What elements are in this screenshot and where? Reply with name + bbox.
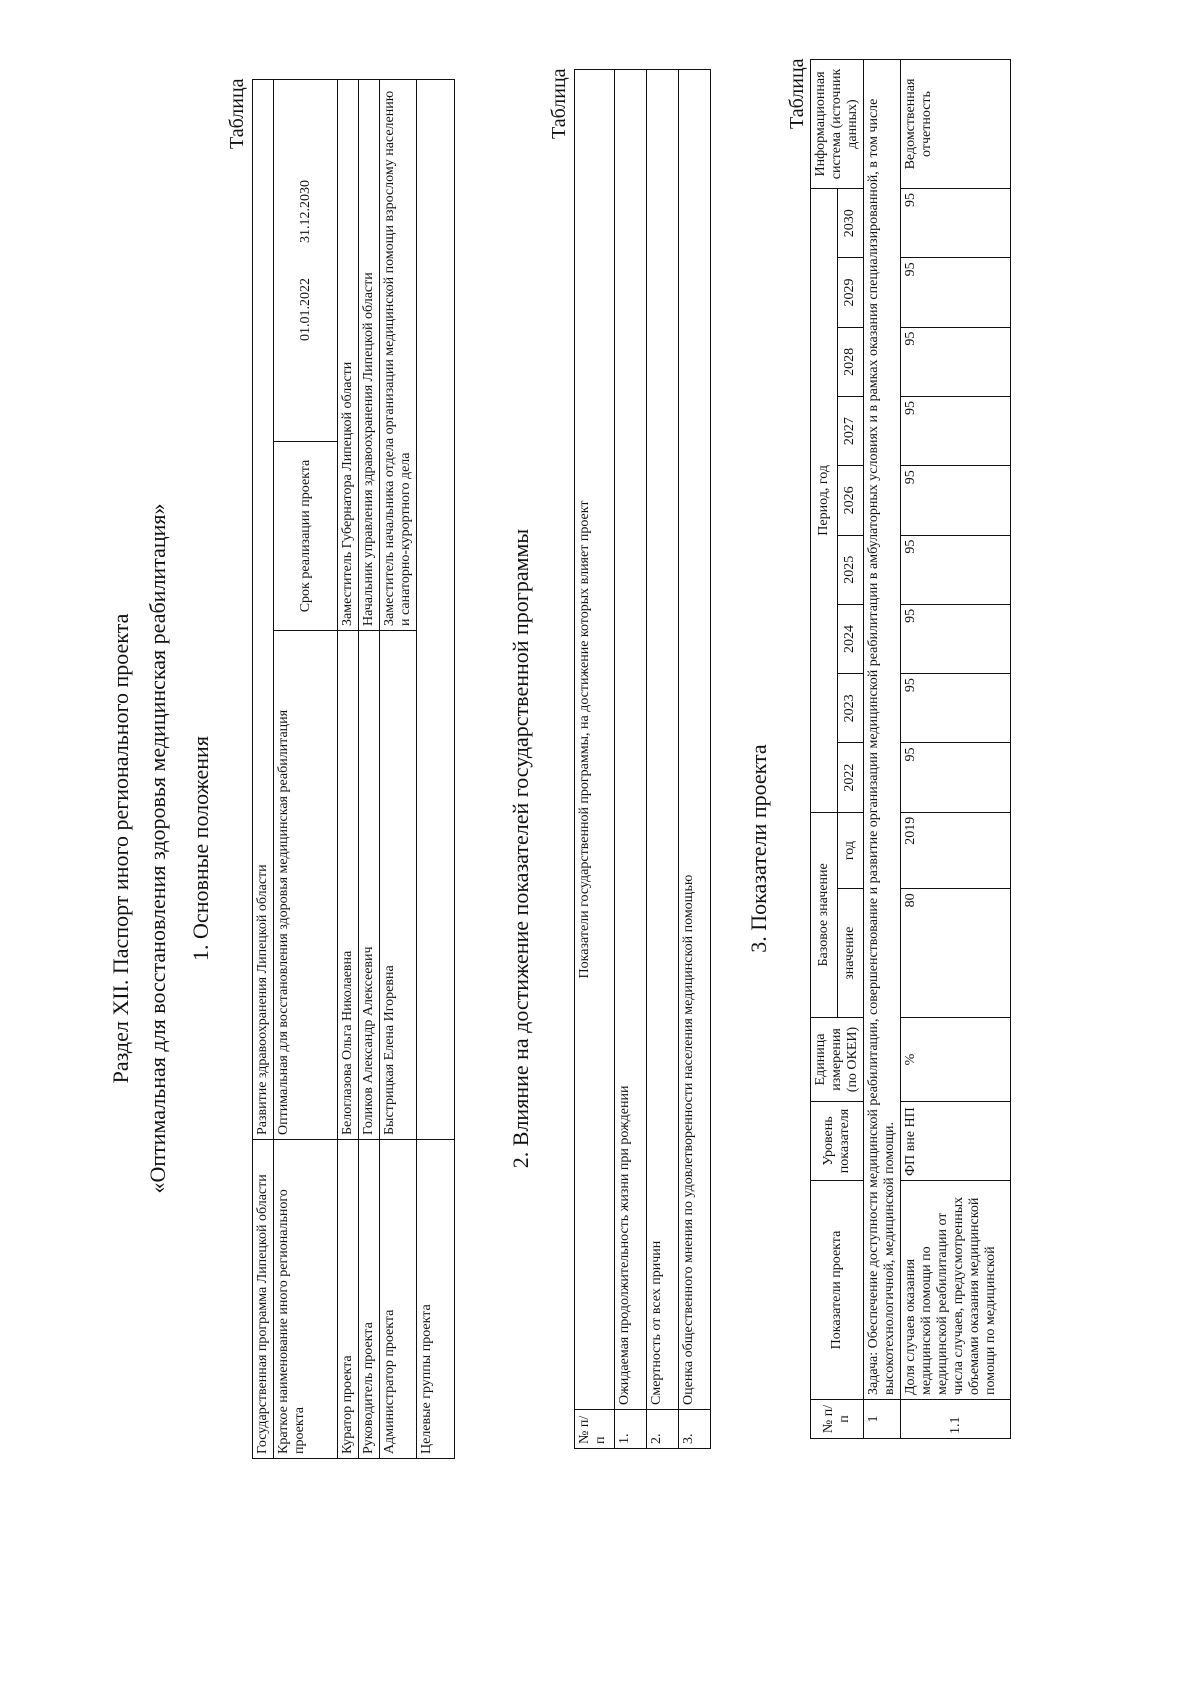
table-row [417, 80, 455, 1459]
row-value: 95 [901, 396, 1011, 465]
row-base-value: 80 [901, 889, 1011, 1018]
block3-heading: 3. Показатели проекта [746, 744, 771, 953]
row-text: Оценка общественного мнения по удовлетворенности населения медицинской помощью [679, 70, 711, 1410]
hdr-year: 2022 [837, 743, 864, 812]
hdr-year: 2028 [837, 327, 864, 396]
hdr-year: 2024 [837, 604, 864, 673]
target-groups-value [417, 80, 455, 1140]
row-value: 95 [901, 743, 1011, 812]
row-value: 95 [901, 604, 1011, 673]
section-title: Раздел XII. Паспорт иного регионального проекта [108, 613, 133, 1084]
hdr-source: Информационная система (источник данных) [811, 60, 864, 189]
head-label: Руководитель проекта [359, 1140, 380, 1459]
table-row [274, 80, 338, 1459]
project-indicators-table [810, 59, 1011, 1439]
block1-table-label: Таблица [226, 78, 248, 149]
hdr-year: 2029 [837, 258, 864, 327]
curator-position: Заместитель Губернатора Липецкой области [338, 80, 359, 631]
row-value: 95 [901, 189, 1011, 258]
row-num: 3. [679, 1410, 711, 1449]
hdr-base-value: значение [837, 889, 864, 1018]
admin-label: Администратор проекта [380, 1140, 417, 1459]
row-unit: % [901, 1018, 1011, 1102]
row-value: 95 [901, 466, 1011, 535]
admin-name: Быстрицкая Елена Игоревна [380, 631, 417, 1140]
head-position: Начальник управления здравоохранения Липецкой области [359, 80, 380, 631]
hdr-unit: Единица измерения (по ОКЕИ) [811, 1018, 864, 1102]
target-groups-label: Целевые группы проекта [417, 1140, 455, 1459]
row-value: 95 [901, 674, 1011, 743]
gov-program-value: Развитие здравоохранения Липецкой области [253, 80, 274, 1140]
curator-name: Белоглазова Ольга Николаевна [338, 631, 359, 1140]
table-row [359, 80, 380, 1459]
head-name: Голиков Александр Алексеевич [359, 631, 380, 1140]
term-start: 01.01.2022 [297, 278, 313, 341]
row-indicator: Доля случаев оказания медицинской помощи по медицинской реабилитации от числа случаев, предусмотренных объемами оказания медицинской помощи по медицинской [901, 1181, 1011, 1400]
hdr-level: Уровень показателя [811, 1102, 864, 1181]
row-text: Ожидаемая продолжительность жизни при рождении [615, 70, 647, 1410]
short-name-label: Краткое наименование иного регионального проекта [274, 1140, 338, 1459]
col-indicator-header: Показатели государственной программы, на достижение которых влияет проект [575, 70, 615, 1410]
term-end: 31.12.2030 [297, 180, 313, 243]
admin-position: Заместитель начальника отдела организации медицинской помощи взрослому населению и санаторно-курортного дела [380, 80, 417, 631]
table-row [338, 80, 359, 1459]
row-source: Ведомственная отчетность [901, 60, 1011, 189]
table-row [647, 70, 679, 1449]
row-base-year: 2019 [901, 812, 1011, 889]
table-row [679, 70, 711, 1449]
gov-program-label: Государственная программа Липецкой области [253, 1140, 274, 1459]
block1-heading: 1. Основные положения [188, 736, 213, 961]
table-row [380, 80, 417, 1459]
row-value: 95 [901, 327, 1011, 396]
term-dates [274, 80, 338, 442]
row-value: 95 [901, 535, 1011, 604]
hdr-year: 2027 [837, 396, 864, 465]
row-value: 95 [901, 258, 1011, 327]
block3-table-label: Таблица [786, 58, 808, 129]
row-level: ФП вне НП [901, 1102, 1011, 1181]
basic-provisions-table [252, 79, 455, 1459]
hdr-base: Базовое значение [811, 812, 838, 1017]
section-subtitle: «Оптимальная для восстановления здоровья медицинская реабилитация» [145, 503, 170, 1194]
block2-heading: 2. Влияние на достижение показателей государственной программы [508, 528, 533, 1169]
hdr-base-year: год [837, 812, 864, 889]
table-header-row [575, 70, 615, 1449]
task-text: Задача: Обеспечение доступности медицинской реабилитации, совершенствование и развитие организации медицинской реабилитации в амбулаторных условиях и в рамках оказания специализированной, в том числе высокотехнологичной, медицинской помощи. [864, 60, 901, 1400]
task-row [864, 60, 901, 1439]
hdr-year: 2023 [837, 674, 864, 743]
gov-indicators-table [574, 69, 711, 1449]
row-text: Смертность от всех причин [647, 70, 679, 1410]
hdr-period: Период, год [811, 189, 838, 813]
hdr-num: № п/п [811, 1400, 864, 1439]
task-num: 1 [864, 1400, 901, 1439]
short-name-value: Оптимальная для восстановления здоровья медицинская реабилитация [274, 631, 338, 1140]
row-num: 2. [647, 1410, 679, 1449]
row-num: 1.1 [901, 1400, 1011, 1439]
table-row [901, 60, 1011, 1439]
hdr-indicator: Показатели проекта [811, 1181, 864, 1400]
curator-label: Куратор проекта [338, 1140, 359, 1459]
term-label: Срок реализации проекта [274, 442, 338, 631]
hdr-year: 2026 [837, 466, 864, 535]
col-num-header: № п/п [575, 1410, 615, 1449]
hdr-year: 2030 [837, 189, 864, 258]
table-row [253, 80, 274, 1459]
table-row [615, 70, 647, 1449]
scan-edge-line [0, 46, 1200, 47]
hdr-year: 2025 [837, 535, 864, 604]
row-num: 1. [615, 1410, 647, 1449]
table-header-row [811, 60, 838, 1439]
block2-table-label: Таблица [548, 68, 570, 139]
